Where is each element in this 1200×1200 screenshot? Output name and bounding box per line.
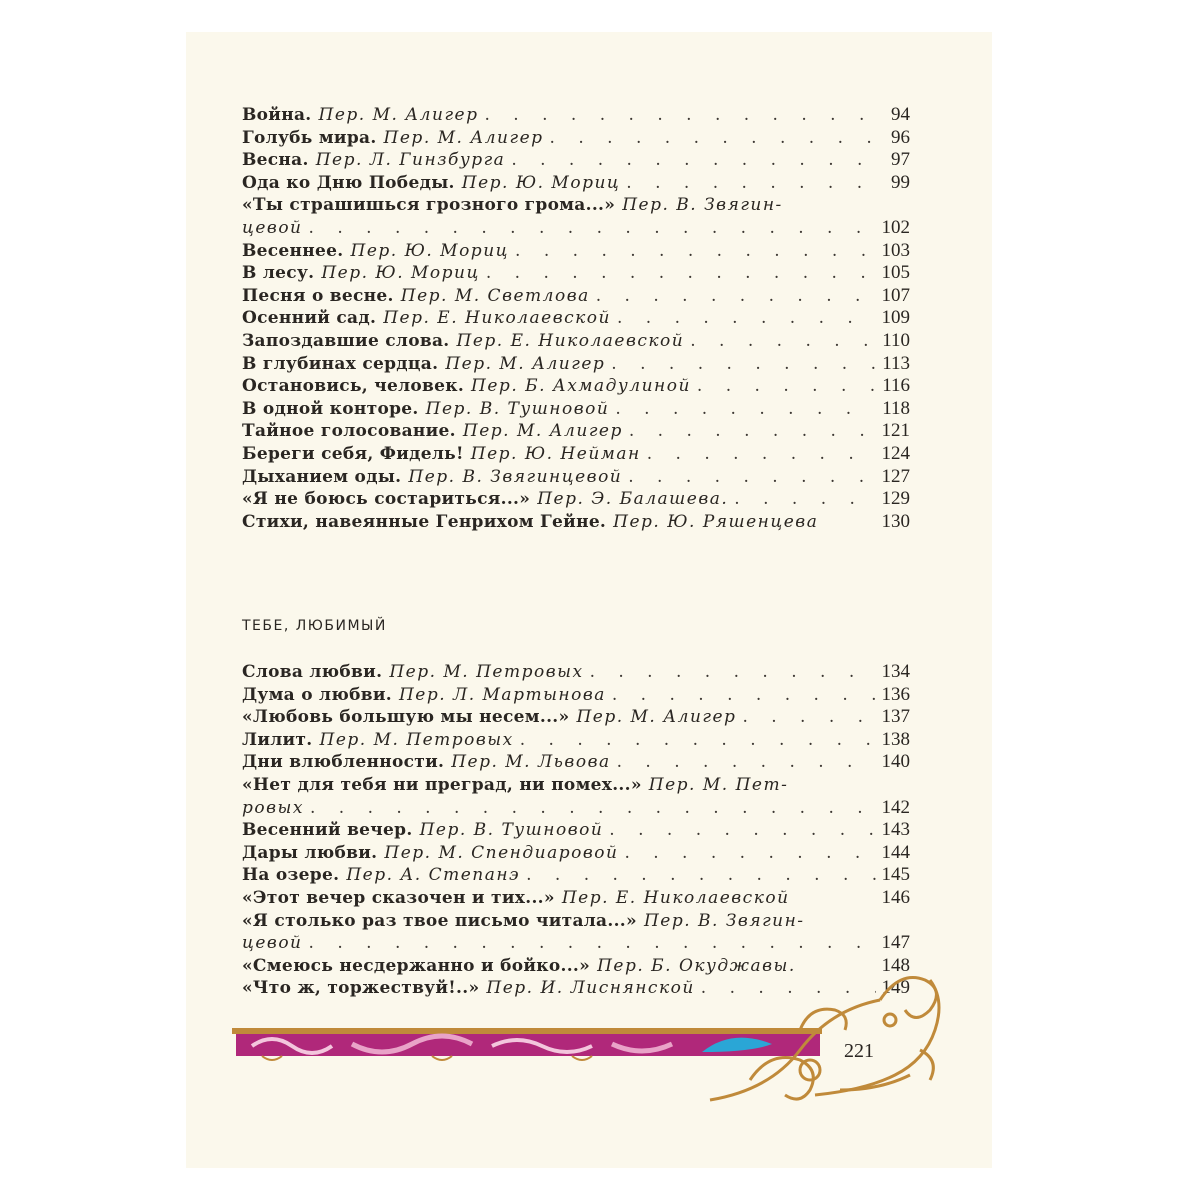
toc-leader-dots (486, 262, 876, 285)
toc-entry (242, 375, 910, 398)
toc-leader-dots (550, 127, 885, 150)
toc-entry (242, 217, 910, 240)
toc-leader-dots (615, 398, 876, 421)
toc-entry (242, 751, 910, 774)
toc-entry-title: Лилит. (242, 729, 313, 750)
toc-entry-translator: Пер. М. Светлова (400, 285, 590, 306)
toc-entry-title: Слова любви. (242, 662, 383, 682)
toc-entry-translator: Пер. М. Спендиаровой (384, 842, 619, 863)
toc-entry-title: Береги себя, Фидель! (242, 443, 464, 464)
toc-entry (242, 353, 910, 376)
toc-leader-dots (515, 240, 875, 263)
toc-entry (242, 466, 910, 489)
toc-entry (242, 398, 910, 421)
toc-leader-dots (690, 330, 876, 353)
toc-entry (242, 285, 910, 308)
toc-entry-title: «Я не боюсь состариться...» (242, 489, 531, 510)
toc-entry-page-number: 144 (881, 841, 910, 863)
toc-leader-dots (742, 706, 875, 729)
toc-entry-title: «Ты страшишься грозного грома...» (242, 195, 616, 216)
toc-entry-translator: Пер. Л. Мартынова (398, 684, 606, 705)
toc-entry-title: Голубь мира. (242, 127, 377, 148)
toc-entry (242, 127, 910, 150)
toc-entry (242, 240, 910, 263)
toc-entry-page-number: 148 (881, 954, 910, 976)
toc-entry-translator: Пер. В. Тушновой (419, 820, 604, 841)
toc-entry (242, 819, 910, 842)
toc-leader-dots (596, 285, 876, 308)
toc-entry-page-number: 97 (891, 149, 910, 171)
toc-entry-translator: Пер. М. Алигер (445, 353, 606, 374)
page-number: 221 (844, 1040, 874, 1062)
toc-entry-page-number: 103 (881, 239, 910, 261)
toc-entry-translator-continuation: цевой (242, 217, 303, 238)
toc-leader-dots (611, 353, 876, 376)
toc-entry-title: «Этот вечер сказочен и тих...» (242, 887, 555, 908)
toc-entry-page-number: 127 (881, 465, 910, 487)
toc-entry (242, 172, 910, 195)
toc-entry (242, 774, 910, 797)
toc-entry-translator: Пер. Б. Окуджавы. (597, 955, 796, 976)
toc-entry-title: В лесу. (242, 263, 315, 284)
toc-entry-title: «Нет для тебя ни преград, ни помех...» (242, 774, 642, 795)
toc-entry-page-number: 113 (882, 352, 910, 374)
table-of-contents-part-2 (242, 661, 910, 1000)
toc-entry-page-number: 145 (881, 864, 910, 886)
toc-entry-title: Ода ко Дню Победы. (242, 172, 455, 193)
toc-entry (242, 330, 910, 353)
toc-entry-title: Весеннее. (242, 240, 344, 261)
toc-entry-translator: Пер. И. Лиснянской (486, 978, 695, 999)
section-title: ТЕБЕ, ЛЮБИМЫЙ (242, 618, 387, 634)
toc-leader-dots (590, 661, 876, 684)
toc-entry-title: Остановись, человек. (242, 376, 465, 397)
toc-entry-translator: Пер. Е. Николаевской (561, 887, 790, 908)
toc-entry-translator: Пер. Б. Ахмадулиной (471, 376, 691, 397)
toc-entry-title: Тайное голосование. (242, 421, 456, 442)
toc-entry-title: «Смеюсь несдержанно и бойко...» (242, 955, 591, 976)
toc-entry-title: Весна. (242, 150, 309, 171)
toc-entry-page-number: 146 (881, 886, 910, 908)
toc-entry-translator-continuation: ровых (242, 797, 304, 818)
toc-leader-dots (624, 842, 875, 865)
toc-entry-translator: Пер. М. Львова (451, 752, 611, 773)
toc-entry-translator: Пер. М. Петровых (319, 729, 514, 750)
toc-entry-translator: Пер. Ю. Мориц (461, 172, 621, 193)
toc-leader-dots (526, 864, 875, 887)
toc-entry (242, 729, 910, 752)
toc-leader-dots (626, 172, 885, 195)
table-of-contents-part-1 (242, 104, 910, 533)
toc-entry-translator: Пер. Ю. Мориц (321, 263, 480, 284)
toc-leader-dots (612, 684, 876, 707)
toc-leader-dots (647, 443, 876, 466)
toc-entry-page-number: 118 (882, 397, 910, 419)
toc-entry-page-number: 99 (891, 171, 910, 193)
toc-entry-translator: Пер. В. Звягин- (622, 195, 783, 216)
toc-entry-title: Война. (242, 105, 312, 125)
toc-leader-dots (309, 932, 876, 955)
toc-entry-translator: Пер. В. Звягинцевой (408, 466, 623, 487)
toc-entry (242, 194, 910, 217)
toc-entry (242, 661, 910, 684)
toc-leader-dots (629, 420, 876, 443)
toc-leader-dots (734, 488, 875, 511)
toc-entry-page-number: 124 (881, 442, 910, 464)
toc-entry-title: «Я столько раз твое письмо читала...» (242, 910, 637, 931)
toc-entry-page-number: 134 (881, 661, 910, 682)
toc-leader-dots (609, 819, 875, 842)
toc-entry-translator: Пер. М. Пет- (648, 774, 789, 795)
toc-entry-title: В одной конторе. (242, 398, 419, 419)
toc-entry (242, 706, 910, 729)
toc-entry-title: Стихи, навеянные Генрихом Гейне. (242, 511, 607, 532)
toc-entry (242, 149, 910, 172)
toc-entry-page-number: 94 (891, 104, 910, 125)
toc-entry-page-number: 102 (881, 216, 910, 238)
toc-entry-page-number: 116 (882, 375, 910, 397)
toc-entry-translator: Пер. Л. Гинзбурга (315, 150, 506, 171)
toc-entry-translator: Пер. Е. Николаевской (456, 330, 685, 351)
toc-entry-title: Песня о весне. (242, 285, 394, 306)
toc-entry-page-number: 147 (881, 932, 910, 954)
toc-leader-dots (310, 797, 876, 820)
toc-entry-page-number: 149 (881, 977, 910, 999)
toc-entry-translator: Пер. Е. Николаевской (383, 308, 611, 329)
toc-entry-page-number: 96 (891, 126, 910, 148)
toc-entry-translator: Пер. М. Алигер (318, 105, 479, 125)
toc-entry-page-number: 142 (881, 796, 910, 818)
toc-leader-dots (628, 466, 875, 489)
toc-entry-page-number: 138 (881, 728, 910, 750)
toc-entry-title: Дума о любви. (242, 684, 392, 705)
toc-entry-page-number: 105 (881, 262, 910, 284)
toc-entry-title: Дары любви. (242, 842, 378, 863)
toc-entry (242, 910, 910, 933)
toc-entry-translator-continuation: цевой (242, 933, 303, 954)
toc-entry-title: Запоздавшие слова. (242, 330, 450, 351)
toc-leader-dots (697, 375, 876, 398)
toc-entry-translator: Пер. М. Алигер (462, 421, 623, 442)
toc-entry-title: На озере. (242, 865, 340, 886)
toc-entry (242, 932, 910, 955)
toc-entry-page-number: 129 (881, 488, 910, 510)
toc-leader-dots (520, 729, 876, 752)
toc-entry (242, 684, 910, 707)
toc-entry-page-number: 121 (881, 420, 910, 442)
toc-entry-page-number: 109 (881, 307, 910, 329)
toc-leader-dots (484, 104, 885, 127)
toc-entry (242, 511, 910, 534)
toc-leader-dots (511, 149, 885, 172)
toc-entry (242, 842, 910, 865)
toc-entry-translator: Пер. М. Петровых (389, 662, 584, 682)
toc-entry (242, 797, 910, 820)
toc-entry (242, 443, 910, 466)
toc-entry-page-number: 137 (881, 706, 910, 728)
toc-entry-translator: Пер. А. Степанэ (346, 865, 521, 886)
toc-entry-page-number: 130 (881, 510, 910, 532)
toc-entry-title: В глубинах сердца. (242, 353, 439, 374)
toc-entry-translator: Пер. М. Алигер (383, 127, 544, 148)
toc-entry (242, 420, 910, 443)
toc-entry-title: «Любовь большую мы несем...» (242, 707, 570, 728)
toc-entry-title: Весенний вечер. (242, 820, 413, 841)
toc-entry (242, 104, 910, 127)
toc-entry-title: Дни влюбленности. (242, 752, 445, 773)
toc-leader-dots (617, 307, 876, 330)
toc-entry-title: «Что ж, торжествуй!..» (242, 978, 480, 999)
toc-entry-translator: Пер. Ю. Мориц (350, 240, 510, 261)
toc-entry (242, 887, 910, 910)
toc-entry-translator: Пер. Ю. Ряшенцева (613, 511, 819, 532)
toc-entry-page-number: 143 (881, 819, 910, 841)
toc-entry-translator: Пер. Э. Балашева. (537, 489, 729, 510)
toc-entry-title: Осенний сад. (242, 308, 377, 329)
toc-entry-translator: Пер. В. Тушновой (425, 398, 610, 419)
toc-entry (242, 262, 910, 285)
toc-entry-page-number: 107 (881, 284, 910, 306)
toc-entry-translator: Пер. М. Алигер (576, 707, 737, 728)
toc-entry-translator: Пер. Ю. Нейман (470, 443, 641, 464)
toc-entry-page-number: 136 (881, 683, 910, 705)
toc-entry-title: Дыханием оды. (242, 466, 402, 487)
toc-entry-translator: Пер. В. Звягин- (643, 910, 805, 931)
toc-entry (242, 864, 910, 887)
toc-leader-dots (617, 751, 876, 774)
toc-entry-page-number: 140 (881, 751, 910, 773)
toc-entry (242, 307, 910, 330)
toc-entry (242, 488, 910, 511)
decorative-corner-flourish (690, 960, 970, 1110)
toc-leader-dots (309, 217, 876, 240)
toc-entry-page-number: 110 (882, 329, 910, 351)
